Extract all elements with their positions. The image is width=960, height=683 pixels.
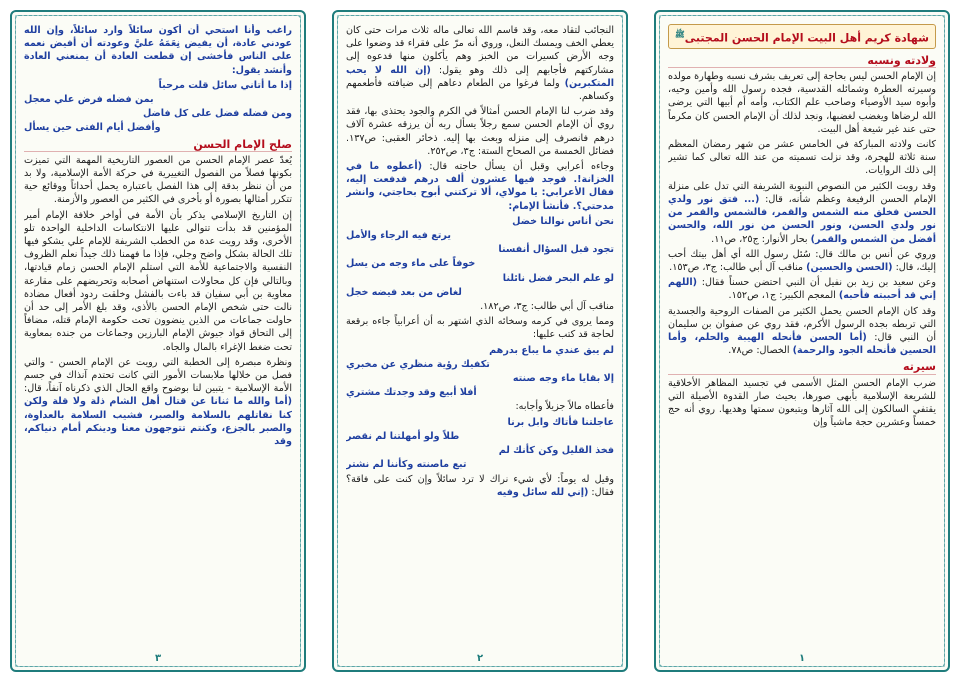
paragraph — [668, 248, 936, 274]
quote: (أما الحسن فأنحله الهيبة والحلم، وأما الحسين فأنحله الجود والرحمة) — [668, 331, 936, 357]
text: وقد كان الإمام الحسن يحمل الكثير من الصفات الروحية والجسدية التي تربطه بجده الرسول الأكرم، فقد روي عن صفوان بن سليمان أن النبي قال: — [668, 305, 936, 343]
section-heading-biography: سيرته — [668, 360, 936, 374]
verse-line: يرتع فيه الرجاء والأمل — [346, 230, 451, 242]
citation: مناقب آل أبي طالب: ج٣، ص١٨٢. — [480, 301, 614, 313]
page-title-text: شهادة كريم أهل البيت الإمام الحسن المجتبى — [684, 31, 929, 45]
page-number: ٢ — [476, 653, 484, 664]
verse-line: عاجلتنا فأتاك وابل برنا — [507, 416, 614, 428]
paragraph: ومما يروى في كرمه وسخائه الذي اشتهر به أن أعرابياً جاءه برقعة لحاجة قد كتب عليها: — [346, 316, 614, 341]
verse-line: تجود قبل السؤال أنفسنا — [498, 244, 614, 256]
paragraph: يُعدّ عصر الإمام الحسن من العصور التاريخية المهمة التي تميزت بكونها فصلاً من الفصول التغييرية في حركة الأمة الإسلامية، ولا بد من أن ننظر بدقة إلى هذا الفصل باعتباره يحمل أحداثاً ووقائع حية تتكرر أمثالها بصورة أو بأخرى في الكثير من العصور والأزمنة. — [24, 154, 292, 206]
paragraph — [668, 276, 936, 302]
paragraph — [346, 473, 614, 499]
honorific-icon: ﷺ — [675, 30, 685, 39]
paragraph: فأعطاه مالاً جزيلاً وأجابه: — [515, 401, 614, 413]
text: النجائب لتقاد معه، وقد قاسم الله تعالى ماله ثلاث مرات حتى كان يعطي الخف ويمسك النعل، وروي أنه مرّ على فقراء قد وضعوا على وجه الأرض كسيرات من الخبز وهم يأكلون منها فدعوه إلى مشاركتهم فأجابهم إلى ذلك وهو يقول: — [346, 25, 614, 76]
verse-line: لم يبق عندي ما يباع بدرهم — [489, 344, 614, 356]
paragraph: إن الإمام الحسن ليس بحاجة إلى تعريف بشرف نسبه وطهارة مولده وسيرته العطرة وشمائله القدسية، فجده رسول الله وأمين وحيه، وأبوه سيد الأوصياء وصاحب علم الكتاب، وأمه أم أبيها التي يرضى الله لرضاها ويغضب لغضبها، ونجد لذلك أن الإمام الحسن كان مكرماً حتى عند غير شيعة أهل البيت. — [668, 71, 936, 135]
quote: (إن الله لا يحب المتكبرين) — [346, 64, 614, 89]
paragraph — [24, 356, 292, 448]
page-1 — [654, 10, 950, 672]
verse-line: فخذ القليل وكن كأنك لم — [498, 445, 614, 457]
verse-line: إلا بقايا ماء وجه صنته — [512, 373, 614, 385]
verse-line: لغاض من بعد فيضه خجل — [346, 286, 462, 298]
page-2-body — [346, 24, 614, 644]
text: ونظرة مبصرة إلى الخطبة التي رويت عن الإمام الحسن - والتي فصل من خلالها ملابسات الأمور التي كانت تحتدم آنذاك في جسم الأمة الإسلامية - يتبين لنا بوضوح واقع الحال الذي ذكرناه آنفاً، قال: — [24, 356, 292, 395]
text: ولما فرغوا من الطعام دعاهم إلى ضيافته فأطعمهم وكساهم. — [346, 77, 614, 103]
verse-line: تكفيك رؤية منظري عن مخبري — [346, 358, 490, 370]
verse-line: بمن فضله فرض علي معجل — [24, 94, 154, 106]
section-heading-peace: صلح الإمام الحسن — [24, 138, 292, 152]
paragraph — [668, 180, 936, 246]
page-number: ١ — [798, 653, 806, 664]
page-number: ٣ — [154, 653, 162, 664]
citation: الخصال: ص٧٨. — [728, 345, 793, 357]
quote: (... فتق نور ولدي الحسن فخلق منه الشمس والقمر، فالشمس والقمر من نور ولدي الحسن، ونور الحسن من نور الله، والحسن أفضل من الشمس والقمر) — [668, 193, 936, 245]
citation: المعجم الكبير: ج١، ص١٥٢. — [728, 290, 839, 302]
verse-line: ومن فضله فضل على كل فاضل — [142, 108, 292, 120]
verse-line: لو علم البحر فضل نائلنا — [502, 272, 614, 284]
text: وجاءه أعرابي وقبل أن يسأل حاجته قال: — [422, 161, 614, 173]
verse-line: إذا ما أتاني سائل قلت مرحباً — [158, 79, 292, 91]
page-title — [668, 24, 936, 49]
page-1-body — [668, 24, 936, 644]
paragraph: كانت ولادته المباركة في الخامس عشر من شهر رمضان المعظم سنة ثلاثة للهجرة، وقد نزلت تسميته من عند الله تعالى كما تشير إلى ذلك الروايات. — [668, 139, 936, 177]
citation: بحار الأنوار: ج٢٥، ص١١. — [711, 233, 811, 245]
text: وقد رويت الكثير من النصوص النبوية الشريفة التي تدل على منزلة الإمام الحسن الرفيعة وعظم شأنه، قال: — [668, 180, 936, 205]
paragraph — [668, 305, 936, 358]
quote: (أما والله ما ثنانا عن قتال أهل الشام ذلة ولا قلة ولكن كنا نقاتلهم بالسلامة والصبر، فشيب السلامة بالعداوة، والصبر بالجزع، وكنتم تتوجهون معنا ودينكم أمام دنياكم، وقد — [24, 396, 292, 448]
page-3 — [10, 10, 306, 672]
verse-line: طلاً ولو أمهلتنا لم نقصر — [346, 430, 460, 442]
quote: (إني لله سائل وفيه — [496, 486, 589, 498]
citation: مناقب آل أبي طالب: ج٣، ص١٥٣. — [669, 261, 807, 273]
verse-line: خوفاً على ماء وجه من يسل — [346, 258, 476, 270]
verse-line: تبع ماصنته وكأننا لم نشتر — [346, 459, 467, 471]
quote: (أعطوه ما في الخزانة!. فوجد فيها عشرون ألف درهم فدفعت إليه، فقال الأعرابي: يا مولاي، ألا تركتني أبوح بحاجتي، وانشر مدحتي؟. فأنشأ الإمام: — [346, 161, 614, 212]
text: وقيل له يوماً: لأي شيء نراك لا ترد سائلاً وإن كنت على فاقة؟ فقال: — [346, 473, 614, 498]
paragraph: إن التاريخ الإسلامي يذكر بأن الأمة في أواخر خلافة الإمام أمير المؤمنين قد بدأت تتوالى عليها الانتكاسات الداخلية الواحدة تلو الأخرى، وقد رويت عدة من الخطب الشريفة للإمام علي يشكو فيها تلك الحالة بشكل واضح وجلي، فإذا ما فهمنا ذلك جيداً نعلم الظروف النفسية والاجتماعية للأمة التي استلم الإمام الحسن زمام قيادتها، وبالتالي فإن كل محاولات استنهاض أصحابه وتحريضهم على مقارعة معاوية بن أبي سفيان قد باءت بالفشل وخلقت ردود أفعال مضادة نالت حتى شخص الإمام الحسن بالأذى، وقد بلغ الأمر إلى حد أن حاولت جماعات من الذين ينضوون تحت حكومة الإمام قتله، مضافاً إلى التحاق قواد جيوش الإمام البارزين وجماعات من جنده بمعاوية تحت ضغط الإغراء بالمال والجاه. — [24, 209, 292, 353]
quote: (الحسن والحسين) — [806, 261, 893, 273]
paragraph — [346, 160, 614, 213]
text: وروي عن أنس بن مالك قال: سُئل رسول الله أي أهل بيتك أحب إليك، قال: — [668, 248, 936, 273]
paragraph: وقد ضرب لنا الإمام الحسن أمثالاً في الكرم والجود يحتذى بها، فقد روي أن الإمام الحسن سمع رجلاً يسأل ربه أن يرزقه عشرة آلاف درهم فانصرف إلى منزله وبعث بها إليه. ذخائر العقبى: ص١٣٧. فضائل الخمسة من الصحاح الستة: ج٣، ص٢٥٢. — [346, 106, 614, 157]
page-3-body — [24, 24, 292, 644]
quote: (اللهم إني قد أحببته فأحبه) — [668, 277, 936, 302]
paragraph: راغب وأنا استحي أن أكون سائلاً وارد سائلاً، وإن الله عودني عادة، أن يفيض نِعَمَهُ عليَّ وعودته أن أفيض نعمه على الناس فأخشى إن قطعت العادة أن يمنعني العادة وأنشد يقول: — [24, 25, 292, 76]
paragraph — [346, 24, 614, 103]
verse-line: أفلا أبيع وقد وجدتك مشتري — [346, 387, 477, 399]
verse-line: نحن أناس نوالنا خضل — [512, 215, 614, 227]
verse-line: وأفضل أيام الفتى حين يسأل — [24, 122, 161, 134]
page-2 — [332, 10, 628, 672]
paragraph: ضرب الإمام الحسن المثل الأسمى في تجسيد المظاهر الأخلاقية للشريعة الإسلامية بأبهى صورها، بحيث صار القدوة الأصيلة التي يقتفي السالكون إلى الله آثارها ويتبعون سمتها وهديها. روي أنه حج خمساً وعشرين حجة ماشياً وإن — [668, 377, 936, 429]
text: وعن سعيد بن زيد بن نفيل أن النبي احتضن حسناً فقال: — [697, 277, 936, 289]
section-heading-birth: ولادته ونسبه — [668, 54, 936, 68]
